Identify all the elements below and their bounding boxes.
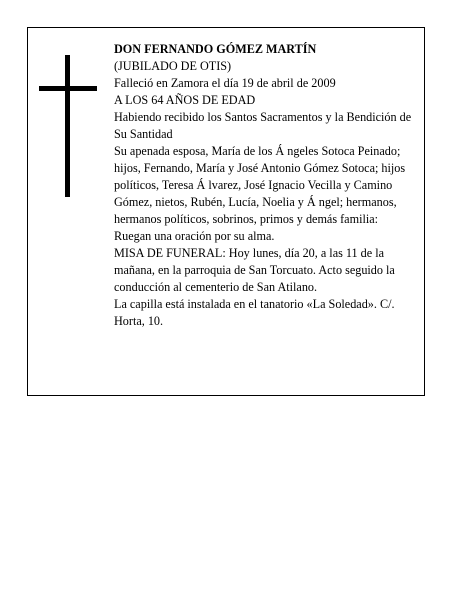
obituary-notice <box>27 27 425 396</box>
notice-text <box>114 41 420 330</box>
deceased-name: DON FERNANDO GÓMEZ MARTÍN <box>114 42 317 56</box>
family-text: Su apenada esposa, María de los Á ngeles Sotoca Peinado; hijos, Fernando, María y José Antonio Gómez Sotoca; hijos políticos, Teresa Á lvarez, José Ignacio Vecilla y Camino Gómez, nietos, Rubén, Lucía, Noelia y Á ngel; hermanos, hermanos políticos, sobrinos, primos y demás familia: <box>114 144 406 226</box>
deceased-occupation: (JUBILADO DE OTIS) <box>114 59 232 73</box>
cross-vertical-bar <box>65 55 70 197</box>
deceased-age: A LOS 64 AÑOS DE EDAD <box>114 93 256 107</box>
death-details: Falleció en Zamora el día 19 de abril de 2009 <box>114 76 336 90</box>
sacraments-text: Habiendo recibido los Santos Sacramentos y la Bendición de Su Santidad <box>114 110 412 141</box>
cross-icon <box>39 55 97 197</box>
chapel-details: La capilla está instalada en el tanatorio «La Soledad». C/. Horta, 10. <box>114 297 395 328</box>
funeral-details: MISA DE FUNERAL: Hoy lunes, día 20, a las 11 de la mañana, en la parroquia de San Torcuato. Acto seguido la conducción al cementerio de San Atilano. <box>114 246 395 294</box>
cross-horizontal-bar <box>39 86 97 91</box>
prayer-request: Ruegan una oración por su alma. <box>114 229 275 243</box>
